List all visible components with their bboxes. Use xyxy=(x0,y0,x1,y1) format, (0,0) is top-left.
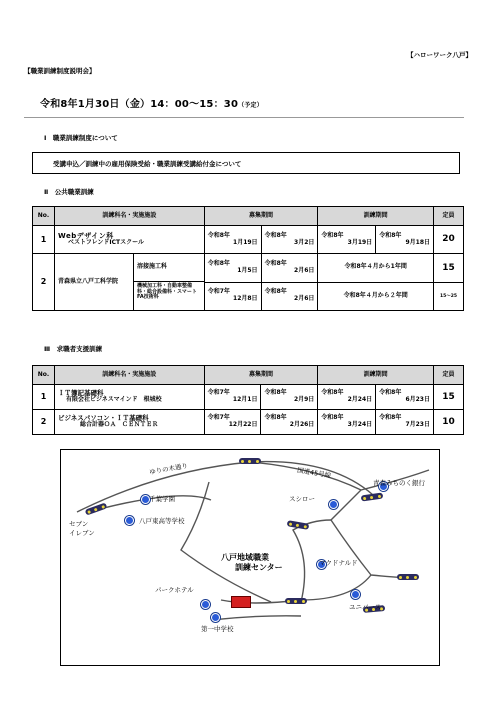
recruit-end xyxy=(261,226,318,254)
event-note: （予定） xyxy=(238,102,263,109)
training-end xyxy=(376,410,434,435)
col-name: 訓練科名・実施施設 xyxy=(54,207,204,226)
date: 7月23日 xyxy=(405,421,430,428)
course-name: 溶接施工科 xyxy=(134,254,204,282)
center-name xyxy=(221,553,283,573)
office-label: 【ハローワーク八戸】 xyxy=(407,51,472,59)
course-facility: ベストフレンドICTスクール xyxy=(67,239,145,247)
era: 令和7年 xyxy=(207,389,230,397)
road-center xyxy=(181,482,271,602)
training-period: 令和8年４月から２年間 xyxy=(318,282,434,311)
capacity: 20 xyxy=(434,226,464,254)
era: 令和8年 xyxy=(264,414,287,422)
table-row xyxy=(33,226,464,254)
col-capacity: 定員 xyxy=(433,366,463,385)
traffic-signal-icon xyxy=(239,458,261,464)
date: 1月5日 xyxy=(237,266,258,274)
recruit-start xyxy=(204,226,261,254)
col-training: 訓練期間 xyxy=(318,207,434,226)
era: 令和8年 xyxy=(321,389,344,397)
location-pin-icon xyxy=(201,600,210,609)
sub-courses xyxy=(133,254,204,310)
table-row xyxy=(33,254,464,283)
location-pin-icon xyxy=(351,590,360,599)
row-no: 2 xyxy=(33,254,55,311)
divider xyxy=(24,117,464,118)
course-name: 機械加工科・自動車整備科・総合設備科・スマートFA技術科 xyxy=(136,283,197,300)
date: 9月18日 xyxy=(405,238,430,246)
era: 令和8年 xyxy=(379,389,402,397)
table-row xyxy=(33,410,464,435)
training-end xyxy=(376,385,434,410)
capacity: 10 xyxy=(433,410,463,435)
training-period: 令和8年４月から1年間 xyxy=(318,254,434,283)
access-map xyxy=(60,449,440,666)
recruit-end xyxy=(261,385,318,410)
era: 令和7年 xyxy=(207,414,230,422)
col-name: 訓練科名・実施施設 xyxy=(54,366,204,385)
date: 3月24日 xyxy=(347,421,373,428)
col-no: No. xyxy=(33,366,55,385)
jobseeker-training-table xyxy=(32,365,464,435)
label-chiba: 千葉学園 xyxy=(149,495,175,503)
date: 2月6日 xyxy=(294,266,315,274)
recruit-start xyxy=(204,385,261,410)
section2-heading: Ⅱ 公共職業訓練 xyxy=(44,188,94,196)
capacity: 15〜25 xyxy=(434,282,464,311)
era: 令和8年 xyxy=(379,414,402,422)
era: 令和8年 xyxy=(264,259,287,267)
date: 6月23日 xyxy=(405,396,430,403)
table-header-row xyxy=(33,366,464,385)
event-title: 【職業訓練制度説明会】 xyxy=(24,67,96,75)
col-recruit: 募集期間 xyxy=(204,366,318,385)
table-header-row xyxy=(33,207,464,226)
recruit-end xyxy=(261,282,318,311)
training-start xyxy=(318,410,376,435)
course-facility: 有限会社ビジネスマインド 根城校 xyxy=(65,396,162,404)
col-no: No. xyxy=(33,207,55,226)
course-name: ＩＴ簿記基礎科 xyxy=(57,388,104,397)
row-no: 1 xyxy=(33,226,55,254)
date: 2月24日 xyxy=(347,396,373,403)
date: 1月19日 xyxy=(233,238,258,246)
label-universe: ユニバース xyxy=(349,603,382,611)
label-hachinohe-east: 八戸東高等学校 xyxy=(139,517,185,525)
era: 令和7年 xyxy=(207,288,230,296)
public-training-table xyxy=(32,206,464,311)
event-datetime xyxy=(40,95,263,110)
road-label-route45: 国道45号線 xyxy=(296,466,332,480)
label-school1: 第一中学校 xyxy=(201,625,234,633)
training-start xyxy=(318,226,376,254)
era: 令和8年 xyxy=(264,288,287,296)
label-park-hotel: パークホテル xyxy=(155,586,194,594)
date: 2月6日 xyxy=(294,295,315,303)
era: 令和8年 xyxy=(264,231,287,239)
label-bank: 青森みちのく銀行 xyxy=(373,479,425,487)
recruit-start xyxy=(204,254,261,283)
course-facility: 総合計器ＯＡ ＣＥＮＴＥＲ xyxy=(79,421,158,429)
course-cell xyxy=(54,226,204,254)
traffic-signal-icon xyxy=(397,574,419,580)
course-name: Webデザイン科 xyxy=(57,232,114,241)
location-pin-icon xyxy=(211,613,220,622)
date: 12月22日 xyxy=(228,421,258,428)
date: 3月2日 xyxy=(294,238,315,246)
table-row xyxy=(33,385,464,410)
road-south2 xyxy=(211,616,301,620)
era: 令和8年 xyxy=(264,389,287,397)
course-name: ビジネスパソコン・ＩＴ基礎科 xyxy=(57,413,149,422)
col-capacity: 定員 xyxy=(434,207,464,226)
row-no: 2 xyxy=(33,410,55,435)
date: 2月26日 xyxy=(289,421,315,428)
label-seven: セブン イレブン xyxy=(69,520,95,538)
label-mcdonalds: マクドナルド xyxy=(319,559,358,567)
date: 12月8日 xyxy=(233,295,258,303)
recruit-end xyxy=(261,254,318,283)
training-end xyxy=(376,226,434,254)
era: 令和8年 xyxy=(207,231,230,239)
label-sushiro: スシロー xyxy=(289,495,315,503)
section1-heading: Ⅰ 職業訓練制度について xyxy=(44,134,118,142)
location-pin-icon xyxy=(329,500,338,509)
center-line2: 訓練センター xyxy=(235,563,283,572)
event-datetime-text: 令和8年1月30日（金）14：00〜15：30 xyxy=(40,99,239,110)
recruit-start xyxy=(204,410,261,435)
era: 令和8年 xyxy=(207,259,230,267)
col-training: 訓練期間 xyxy=(318,366,434,385)
course-cell xyxy=(54,410,204,435)
traffic-signal-icon xyxy=(285,598,307,604)
section1-content: 受講申込／訓練中の雇用保険受給・職業訓練受講給付金について xyxy=(53,160,242,168)
date: 3月19日 xyxy=(347,238,373,246)
era: 令和8年 xyxy=(321,231,344,239)
course-cell xyxy=(54,385,204,410)
date: 2月9日 xyxy=(293,396,315,403)
era: 令和8年 xyxy=(379,231,402,239)
course-cell xyxy=(54,254,204,311)
recruit-start xyxy=(204,282,261,311)
training-start xyxy=(318,385,376,410)
row-no: 1 xyxy=(33,385,55,410)
section3-heading: Ⅲ 求職者支援訓練 xyxy=(44,345,103,353)
center-line1: 八戸地域職業 xyxy=(221,553,269,562)
recruit-end xyxy=(261,410,318,435)
capacity: 15 xyxy=(433,385,463,410)
facility-name: 青森県立八戸工科学院 xyxy=(57,277,118,285)
date: 12月1日 xyxy=(232,396,258,403)
location-pin-icon xyxy=(125,516,134,525)
era: 令和8年 xyxy=(321,414,344,422)
road-label-yurinoki: ゆりの木通り xyxy=(148,461,189,477)
col-recruit: 募集期間 xyxy=(204,207,318,226)
section1-box xyxy=(32,152,460,174)
training-center-marker xyxy=(231,596,251,608)
capacity: 15 xyxy=(434,254,464,283)
